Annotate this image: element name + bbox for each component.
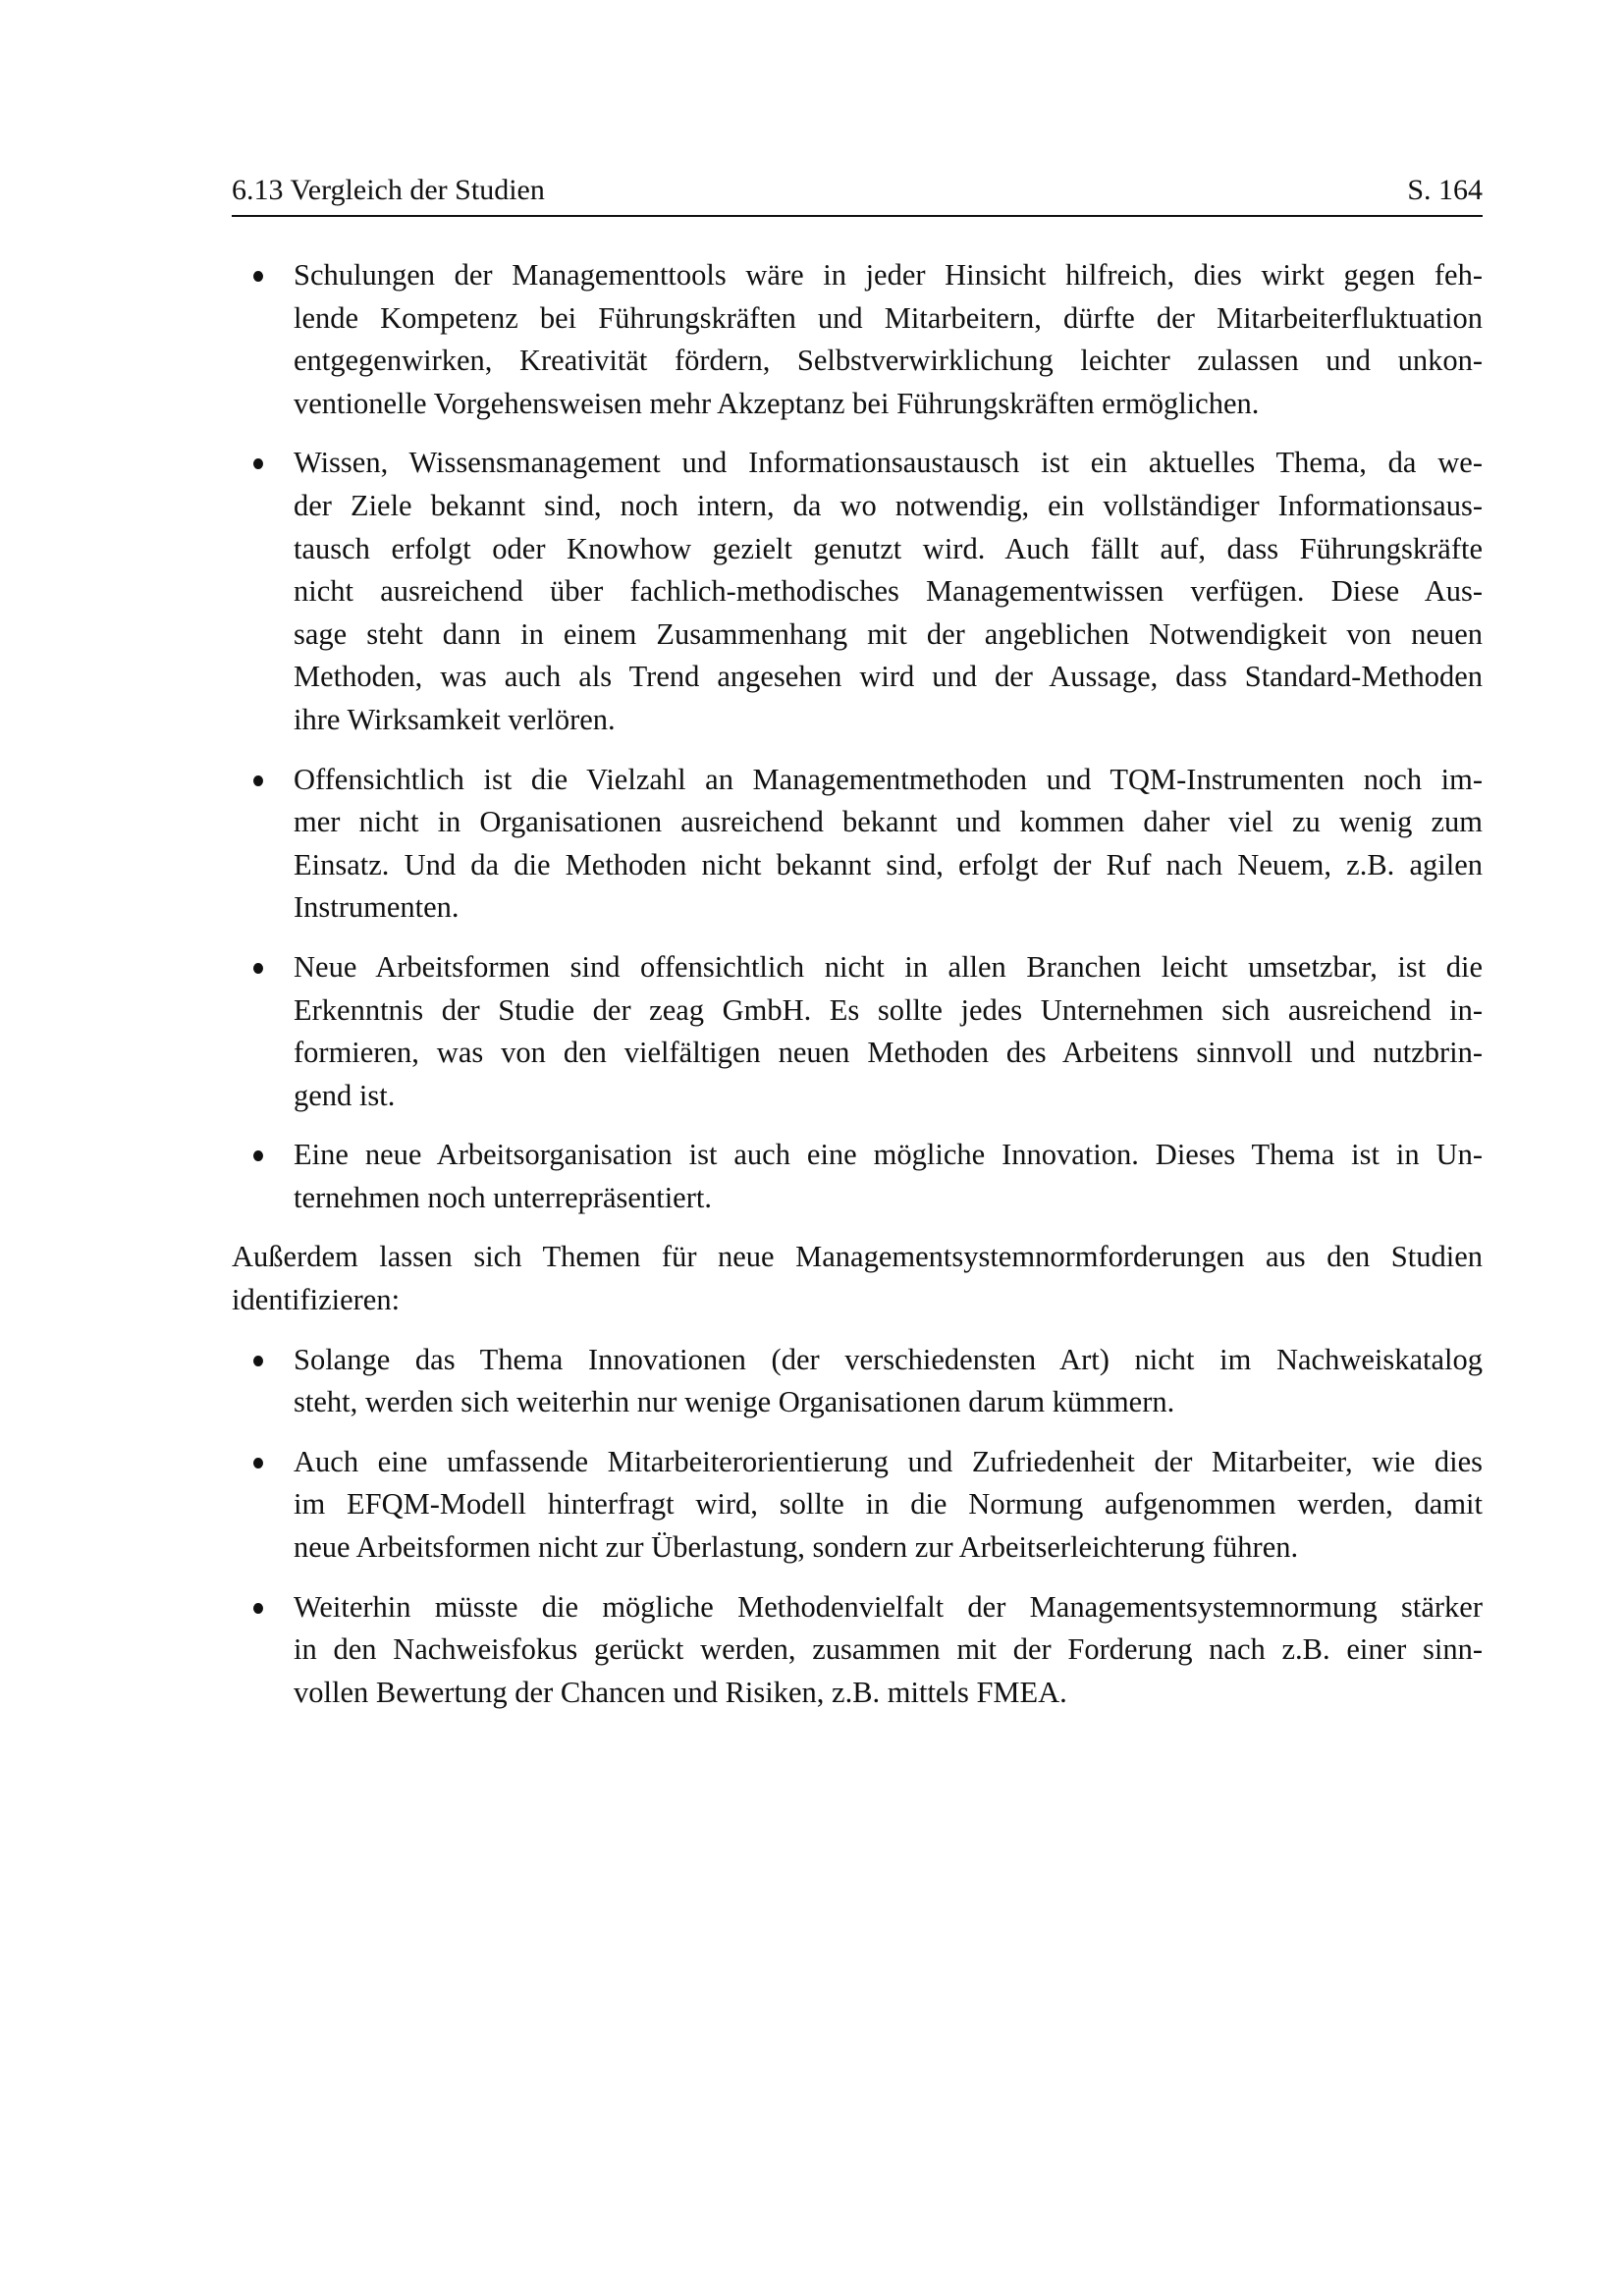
bullet-icon xyxy=(253,963,263,974)
text-line: vollen Bewertung der Chancen und Risiken, z.B. mittels FMEA. xyxy=(294,1675,1067,1709)
text-line: mer nicht in Organisationen ausreichend bekannt und kommen daher viel zu wenig zum xyxy=(294,805,1483,839)
bullet-icon xyxy=(253,458,263,469)
text-line: der Ziele bekannt sind, noch intern, da wo notwendig, ein vollständiger Informationsaus- xyxy=(294,488,1483,522)
text-line: ternehmen noch unterrepräsentiert. xyxy=(294,1180,712,1214)
text-line: gend ist. xyxy=(294,1078,396,1112)
text-line: Auch eine umfassende Mitarbeiterorientierung und Zufriedenheit der Mitarbeiter, wie dies xyxy=(294,1444,1483,1478)
section-title: 6.13 Vergleich der Studien xyxy=(232,174,545,206)
page-body xyxy=(232,254,1483,1731)
bullet-icon xyxy=(253,271,263,282)
running-header xyxy=(232,173,1483,208)
text-line: Offensichtlich ist die Vielzahl an Managementmethoden und TQM-Instrumenten noch im- xyxy=(294,762,1483,796)
text-line: ihre Wirksamkeit verlören. xyxy=(294,702,616,736)
text-line: Eine neue Arbeitsorganisation ist auch eine mögliche Innovation. Dieses Thema ist in Un- xyxy=(294,1138,1483,1172)
list-item xyxy=(232,254,1483,425)
list-item xyxy=(232,1441,1483,1570)
text-line: Außerdem lassen sich Themen für neue Managementsystemnormforderungen aus den Studien xyxy=(232,1240,1483,1274)
bullet-icon xyxy=(253,775,263,786)
text-line: ventionelle Vorgehensweisen mehr Akzeptanz bei Führungskräften ermöglichen. xyxy=(294,386,1260,420)
list-item xyxy=(232,1586,1483,1715)
text-line: Weiterhin müsste die mögliche Methodenvielfalt der Managementsystemnormung stärker xyxy=(294,1589,1483,1624)
text-line: steht, werden sich weiterhin nur wenige Organisationen darum kümmern. xyxy=(294,1385,1175,1419)
list-item xyxy=(232,759,1483,930)
text-line: Schulungen der Managementtools wäre in jeder Hinsicht hilfreich, dies wirkt gegen feh- xyxy=(294,258,1483,292)
list-item xyxy=(232,442,1483,741)
text-line: formieren, was von den vielfältigen neuen Methoden des Arbeitens sinnvoll und nutzbrin- xyxy=(294,1036,1483,1070)
list-item xyxy=(232,946,1483,1117)
text-line: Erkenntnis der Studie der zeag GmbH. Es sollte jedes Unternehmen sich ausreichend in- xyxy=(294,992,1483,1027)
text-line: Solange das Thema Innovationen (der verschiedensten Art) nicht im Nachweiskatalog xyxy=(294,1342,1483,1376)
text-line: neue Arbeitsformen nicht zur Überlastung, sondern zur Arbeitserleichterung führen. xyxy=(294,1530,1299,1565)
list-item xyxy=(232,1339,1483,1424)
bullet-list-norm-requirements xyxy=(232,1339,1483,1715)
text-line: Instrumenten. xyxy=(294,890,460,925)
text-line: entgegenwirken, Kreativität fördern, Selbstverwirklichung leichter zulassen und unkon- xyxy=(294,344,1483,378)
bullet-icon xyxy=(253,1356,263,1366)
text-line: Einsatz. Und da die Methoden nicht bekannt sind, erfolgt der Ruf nach Neuem, z.B. agilen xyxy=(294,847,1483,881)
bullet-list-findings xyxy=(232,254,1483,1219)
text-line: identifizieren: xyxy=(232,1283,401,1317)
bullet-icon xyxy=(253,1150,263,1161)
text-line: Neue Arbeitsformen sind offensichtlich nicht in allen Branchen leicht umsetzbar, ist die xyxy=(294,949,1483,984)
page-number: S. 164 xyxy=(1407,174,1483,206)
header-rule xyxy=(232,215,1483,217)
bullet-icon xyxy=(253,1603,263,1614)
text-line: im EFQM-Modell hinterfragt wird, sollte in die Normung aufgenommen werden, damit xyxy=(294,1487,1483,1522)
text-line: sage steht dann in einem Zusammenhang mit der angeblichen Notwendigkeit von neuen xyxy=(294,616,1483,651)
text-line: tausch erfolgt oder Knowhow gezielt genutzt wird. Auch fällt auf, dass Führungskräfte xyxy=(294,531,1483,565)
text-line: Wissen, Wissensmanagement und Informationsaustausch ist ein aktuelles Thema, da we- xyxy=(294,446,1483,480)
body-paragraph xyxy=(232,1236,1483,1321)
list-item xyxy=(232,1134,1483,1219)
text-line: lende Kompetenz bei Führungskräften und Mitarbeitern, dürfte der Mitarbeiterfluktuation xyxy=(294,300,1483,335)
text-line: in den Nachweisfokus gerückt werden, zusammen mit der Forderung nach z.B. einer sinn- xyxy=(294,1632,1483,1667)
bullet-icon xyxy=(253,1458,263,1468)
text-line: Methoden, was auch als Trend angesehen wird und der Aussage, dass Standard-Methoden xyxy=(294,660,1483,694)
text-line: nicht ausreichend über fachlich-methodisches Managementwissen verfügen. Diese Aus- xyxy=(294,574,1483,609)
